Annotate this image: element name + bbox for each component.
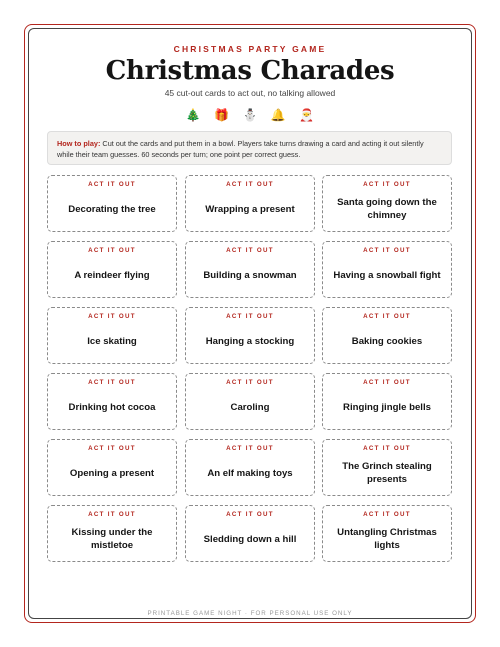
card-tag: ACT IT OUT <box>88 181 136 188</box>
card-prompt: Santa going down the chimney <box>337 197 437 221</box>
how-to-play-box <box>47 131 452 165</box>
card-tag: ACT IT OUT <box>88 247 136 254</box>
charade-card <box>47 439 177 496</box>
how-to-play-text: Cut out the cards and put them in a bowl. Players take turns drawing a card and acting it out silently while their team guesses. 60 seconds per turn; one point per correct guess. <box>57 139 424 159</box>
card-tag: ACT IT OUT <box>88 379 136 386</box>
page-subtitle: 45 cut-out cards to act out, no talking allowed <box>164 88 336 98</box>
charade-card <box>322 439 452 496</box>
snowman-icon: ⛄ <box>242 108 258 122</box>
card-prompt: Ice skating <box>87 335 137 347</box>
charade-card <box>322 175 452 232</box>
charade-card <box>47 241 177 298</box>
card-prompt: The Grinch stealing presents <box>342 461 432 485</box>
card-prompt: A reindeer flying <box>74 269 150 281</box>
charade-card <box>47 505 177 562</box>
card-prompt: Untangling Christmas lights <box>337 527 437 551</box>
charade-card <box>322 307 452 364</box>
card-tag: ACT IT OUT <box>363 313 411 320</box>
gift-icon: 🎁 <box>214 108 230 122</box>
charade-card <box>322 241 452 298</box>
charade-card <box>185 373 315 430</box>
card-tag: ACT IT OUT <box>226 379 274 386</box>
page-footer: PRINTABLE GAME NIGHT · FOR PERSONAL USE ONLY <box>147 610 353 617</box>
card-tag: ACT IT OUT <box>363 181 411 188</box>
card-prompt: Kissing under the mistletoe <box>71 527 153 551</box>
charade-card <box>47 307 177 364</box>
icon-row <box>0 108 500 122</box>
tree-icon: 🎄 <box>185 108 201 122</box>
page-title: Christmas Charades <box>105 56 395 86</box>
card-prompt: Baking cookies <box>351 335 423 347</box>
card-tag: ACT IT OUT <box>363 379 411 386</box>
card-tag: ACT IT OUT <box>226 313 274 320</box>
card-tag: ACT IT OUT <box>226 445 274 452</box>
how-to-play-label: How to play: <box>57 139 101 148</box>
card-prompt: Wrapping a present <box>205 203 295 215</box>
charade-card <box>185 439 315 496</box>
charade-card <box>185 175 315 232</box>
card-prompt: Opening a present <box>69 467 155 479</box>
card-prompt: Sledding down a hill <box>203 533 297 545</box>
santa-icon: 🎅 <box>299 108 315 122</box>
card-prompt: Hanging a stocking <box>205 335 295 347</box>
charade-card <box>185 505 315 562</box>
card-tag: ACT IT OUT <box>88 511 136 518</box>
eyebrow: CHRISTMAS PARTY GAME <box>173 44 327 54</box>
card-tag: ACT IT OUT <box>88 445 136 452</box>
card-tag: ACT IT OUT <box>363 247 411 254</box>
charade-card <box>322 505 452 562</box>
card-prompt: Caroling <box>230 401 270 413</box>
card-tag: ACT IT OUT <box>363 511 411 518</box>
card-tag: ACT IT OUT <box>226 181 274 188</box>
card-prompt: Having a snowball fight <box>333 269 441 281</box>
charade-card <box>47 373 177 430</box>
card-tag: ACT IT OUT <box>363 445 411 452</box>
card-prompt: Decorating the tree <box>68 203 156 215</box>
card-prompt: Ringing jingle bells <box>343 401 431 413</box>
card-tag: ACT IT OUT <box>88 313 136 320</box>
charade-card <box>185 241 315 298</box>
card-tag: ACT IT OUT <box>226 511 274 518</box>
charade-card <box>47 175 177 232</box>
bell-icon: 🔔 <box>270 108 286 122</box>
card-prompt: Building a snowman <box>203 269 297 281</box>
charade-card <box>322 373 452 430</box>
card-prompt: An elf making toys <box>207 467 293 479</box>
card-tag: ACT IT OUT <box>226 247 274 254</box>
charade-card <box>185 307 315 364</box>
card-prompt: Drinking hot cocoa <box>68 401 156 413</box>
